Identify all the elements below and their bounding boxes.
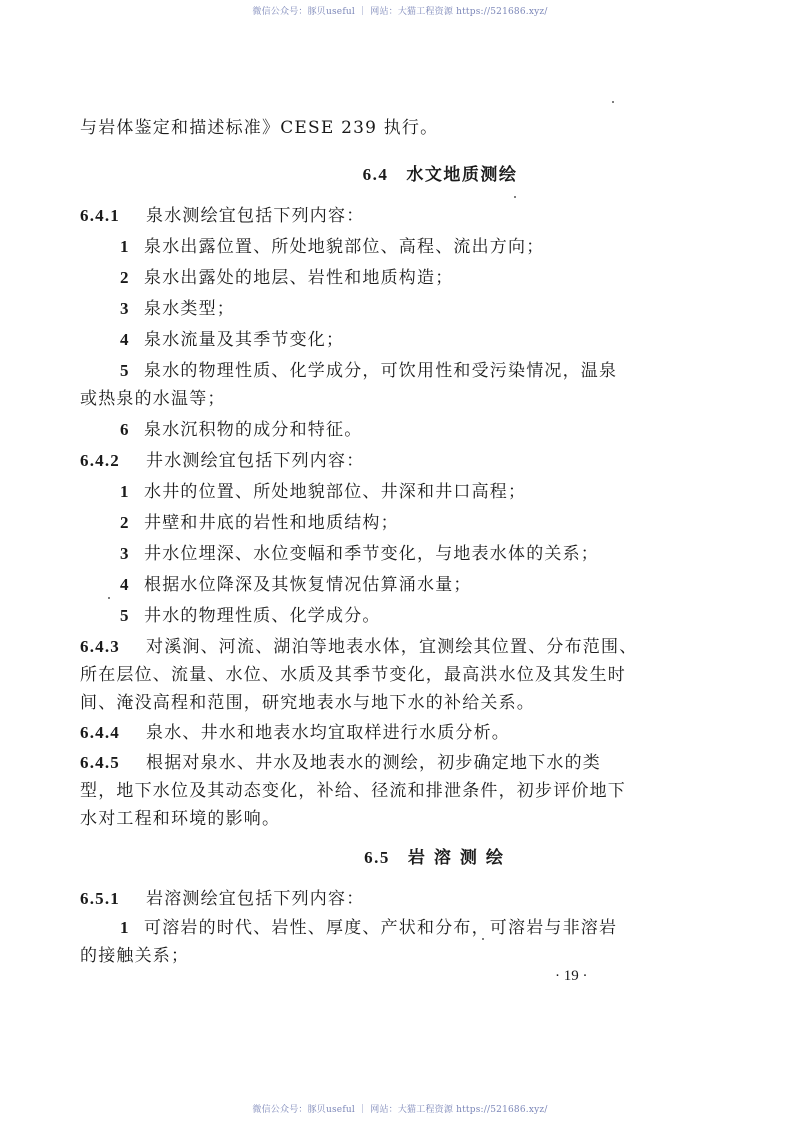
watermark-bottom: 微信公众号：豚贝useful ｜ 网站：大猫工程资源 https://521686.xyz/ [252, 1105, 548, 1115]
list-item-continuation: 或热泉的水温等； [80, 389, 226, 409]
section-title: 岩溶测绘 [407, 848, 512, 868]
clause-text: 井水测绘宜包括下列内容： [146, 451, 365, 471]
clause-number: 6.4.3 [80, 637, 120, 656]
clause-6-4-5: 6.4.5 根据对泉水、井水及地表水的测绘，初步确定地下水的类 [80, 753, 601, 773]
scan-speck [108, 597, 110, 599]
clause-number: 6.4.1 [80, 206, 120, 225]
clause-6-4-2 [80, 450, 364, 472]
clause-6-4-4: 6.4.4 泉水、井水和地表水均宜取样进行水质分析。 [80, 723, 510, 743]
clause-line: 型，地下水位及其动态变化，补给、径流和排泄条件，初步评价地下 [80, 781, 626, 801]
section-heading-6-4 [40, 160, 800, 185]
clause-number: 6.4.2 [80, 451, 120, 470]
clause-number: 6.4.4 [80, 723, 120, 742]
list-item: 1 可溶岩的时代、岩性、厚度、产状和分布，可溶岩与非溶岩 [120, 918, 618, 938]
list-item: 5 井水的物理性质、化学成分。 [120, 606, 381, 626]
list-item: 4 泉水流量及其季节变化； [120, 330, 345, 350]
clause-line: 间、淹没高程和范围，研究地表水与地下水的补给关系。 [80, 693, 535, 713]
section-title: 水文地质测绘 [406, 165, 518, 185]
scan-speck [612, 101, 614, 103]
clause-6-5-1 [80, 888, 364, 910]
clause-text: 泉水测绘宜包括下列内容： [146, 206, 365, 226]
watermark-top: 微信公众号：豚贝useful ｜ 网站：大猫工程资源 https://521686.xyz/ [252, 7, 548, 17]
clause-line: 水对工程和环境的影响。 [80, 809, 281, 829]
list-item: 4 根据水位降深及其恢复情况估算涌水量； [120, 575, 472, 595]
section-number: 6.5 [364, 848, 390, 867]
clause-number: 6.5.1 [80, 889, 120, 908]
list-item: 3 井水位埋深、水位变幅和季节变化，与地表水体的关系； [120, 544, 599, 564]
list-item: 5 泉水的物理性质、化学成分，可饮用性和受污染情况，温泉 [120, 361, 618, 381]
list-item: 1 泉水出露位置、所处地貌部位、高程、流出方向； [120, 237, 545, 257]
list-item: 2 泉水出露处的地层、岩性和地质构造； [120, 268, 454, 288]
clause-6-4-3: 6.4.3 对溪涧、河流、湖泊等地表水体，宜测绘其位置、分布范围、 [80, 637, 638, 657]
continuation-text: 与岩体鉴定和描述标准》CESE 239 执行。 [80, 118, 439, 138]
list-item: 6 泉水沉积物的成分和特征。 [120, 420, 363, 440]
scan-speck [482, 938, 484, 940]
list-item: 2 井壁和井底的岩性和地质结构； [120, 513, 399, 533]
scan-speck [514, 196, 516, 198]
page-number: · 19 · [555, 968, 588, 984]
list-item-continuation: 的接触关系； [80, 946, 190, 966]
list-item: 1 水井的位置、所处地貌部位、井深和井口高程； [120, 482, 527, 502]
section-heading-6-5 [38, 843, 800, 868]
clause-number: 6.4.5 [80, 753, 120, 772]
clause-line: 所在层位、流量、水位、水质及其季节变化，最高洪水位及其发生时 [80, 665, 626, 685]
clause-text: 岩溶测绘宜包括下列内容： [146, 889, 365, 909]
clause-6-4-1 [80, 205, 364, 227]
list-item: 3 泉水类型； [120, 299, 235, 319]
section-number: 6.4 [362, 165, 389, 184]
